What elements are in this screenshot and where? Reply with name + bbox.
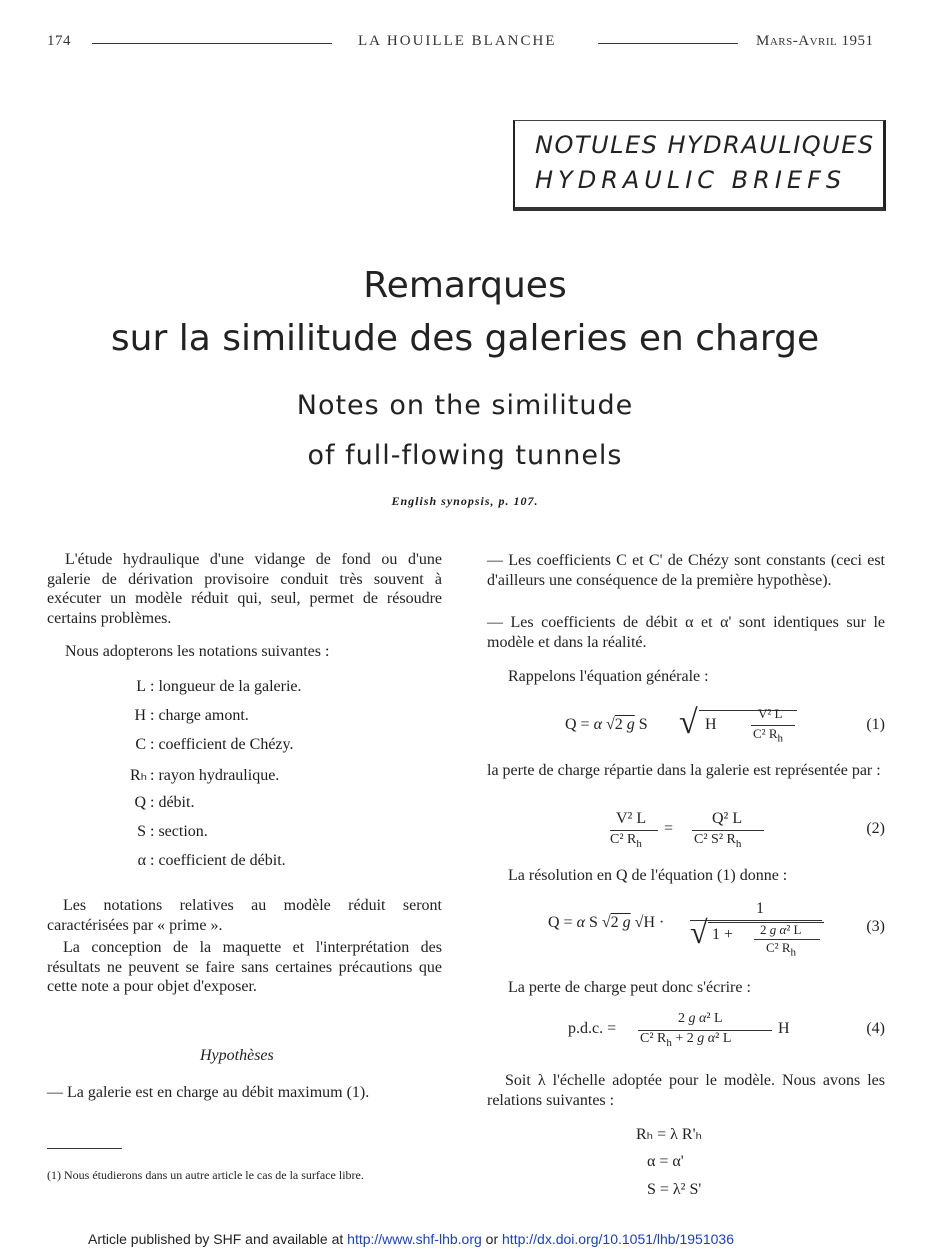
- hypotheses-heading: Hypothèses: [200, 1047, 274, 1064]
- section-box: [513, 120, 886, 211]
- notation-symbol: S: [137, 823, 146, 840]
- relation-2: α = α': [647, 1153, 684, 1170]
- footer-link-doi[interactable]: http://dx.doi.org/10.1051/lhb/1951036: [502, 1231, 734, 1247]
- notations-intro: Nous adopterons les notations suivantes :: [65, 643, 330, 660]
- notation-text: : rayon hydraulique.: [150, 767, 280, 784]
- echelle-paragraph: Soit λ l'échelle adoptée pour le modèle. Nous avons les relations suivantes :: [487, 1072, 885, 1109]
- page-number: 174: [47, 33, 71, 49]
- header-rule-right: [598, 43, 738, 44]
- notation-text: : coefficient de Chézy.: [150, 736, 294, 753]
- subtitle-line2: of full-flowing tunnels: [307, 440, 623, 471]
- hypothesis-2: — Les coefficients C et C' de Chézy sont constants (ceci est d'ailleurs une conséquence de la première hypothèse).: [487, 552, 885, 589]
- notation-item: [130, 794, 194, 812]
- subtitle-line1: Notes on the similitude: [296, 390, 634, 421]
- notation-symbol: H: [134, 707, 146, 724]
- perte-ecrire-text: La perte de charge peut donc s'écrire :: [508, 979, 751, 996]
- journal-title: LA HOUILLE BLANCHE: [358, 33, 557, 49]
- resolution-text: La résolution en Q de l'équation (1) donne :: [508, 867, 788, 884]
- equation-4: p.d.c. = 2 g α² L C² $R_h + 2$ g α² L H (4): [568, 1011, 885, 1049]
- equation-3-label: (3): [866, 918, 885, 935]
- notation-text: : longueur de la galerie.: [150, 678, 302, 695]
- equation-4-prefix: p.d.c. =: [568, 1020, 617, 1037]
- notation-item: [130, 678, 302, 696]
- equation-2: V² L C² $R_h$ = Q² L C² S² $R_h$ (2): [610, 810, 885, 850]
- header-rule-left: [92, 43, 332, 44]
- perte-text: la perte de charge répartie dans la galerie est représentée par :: [487, 762, 881, 779]
- synopsis-ref: English synopsis, p. 107.: [391, 494, 539, 508]
- notation-text: : section.: [150, 823, 208, 840]
- equation-1: Q = α √2 g S √ H V² L C² $R_h$ (1): [565, 704, 885, 745]
- model-note-paragraph: Les notations relatives au modèle réduit seront caractérisées par « prime ».: [47, 897, 442, 934]
- notation-text: : coefficient de débit.: [150, 852, 286, 869]
- footer-prefix: Article published by SHF and available at: [88, 1231, 344, 1247]
- notation-item: [130, 765, 279, 785]
- title-line2: sur la similitude des galeries en charge: [110, 318, 820, 359]
- footer-link-shf[interactable]: http://www.shf-lhb.org: [347, 1231, 482, 1247]
- hypothesis-1: — La galerie est en charge au débit maximum (1).: [47, 1084, 370, 1101]
- notation-item: [130, 736, 294, 754]
- issue-date: Mars-Avril 1951: [756, 33, 874, 49]
- notation-symbol: L: [136, 678, 146, 695]
- equation-4-label: (4): [866, 1020, 885, 1037]
- notation-item: [130, 707, 249, 725]
- notation-text: : débit.: [150, 794, 195, 811]
- intro-paragraph: L'étude hydraulique d'une vidange de fond ou d'une galerie de dérivation provisoire conduit très souvent à exécuter un modèle réduit qui, seul, permet de résoudre certains problèmes.: [47, 551, 442, 627]
- footnote-rule: [47, 1148, 122, 1149]
- section-box-line1: NOTULES HYDRAULIQUES: [535, 131, 875, 159]
- title-line1: Remarques: [363, 265, 567, 306]
- footnote: (1) Nous étudierons dans un autre article le cas de la surface libre.: [47, 1168, 364, 1182]
- section-box-line2: HYDRAULIC BRIEFS: [535, 166, 847, 194]
- relation-3: S = λ² S': [647, 1181, 702, 1198]
- hypothesis-3: — Les coefficients de débit α et α' sont identiques sur le modèle et dans la réalité.: [487, 614, 885, 651]
- notation-text: : charge amont.: [150, 707, 249, 724]
- footer-middle: or: [485, 1231, 499, 1247]
- notation-symbol: C: [135, 736, 146, 753]
- recall-text: Rappelons l'équation générale :: [508, 668, 709, 685]
- notation-symbol: Q: [134, 794, 146, 811]
- notation-item: [130, 852, 286, 870]
- relation-1: Rₕ = λ R'ₕ: [636, 1126, 702, 1143]
- equation-1-label: (1): [866, 716, 885, 733]
- equation-2-label: (2): [866, 820, 885, 837]
- conception-paragraph: La conception de la maquette et l'interprétation des résultats ne peuvent se faire sans certaines précautions que cette note a pour objet d'exposer.: [47, 939, 442, 995]
- notation-item: [130, 823, 208, 841]
- footer-line: [88, 1231, 734, 1247]
- notation-symbol: Rₕ: [130, 767, 148, 784]
- notation-symbol: α: [137, 852, 146, 869]
- equation-3: Q = α S √2 g √H · 1 √ 1 + 2 g α² L C² $R_h$ (3): [548, 900, 885, 959]
